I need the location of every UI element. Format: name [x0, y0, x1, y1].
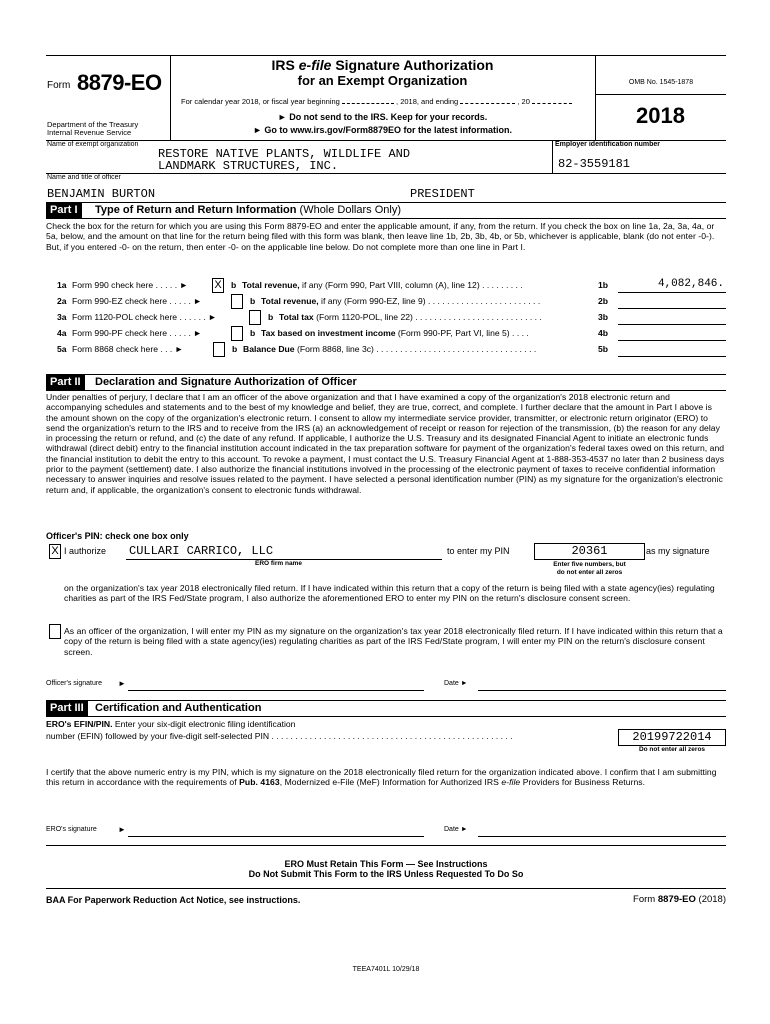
line-b-text: [261, 296, 585, 307]
part2-label: Part II: [46, 375, 85, 390]
form-ref-number: 8879-EO: [657, 894, 696, 905]
line-b-number: 4b: [598, 328, 609, 338]
part1-label: Part I: [46, 203, 82, 218]
title-part-b: e-file: [298, 57, 332, 73]
line-b-text: [261, 328, 585, 339]
line-b-description-bold: Total revenue,: [261, 296, 319, 306]
officer-label: Name and title of officer: [47, 174, 121, 181]
line-b-number: 3b: [598, 312, 609, 322]
line-b-text: [279, 312, 585, 323]
ero-date-label: Date ►: [444, 826, 468, 833]
amount-underline: [618, 324, 726, 325]
part1-title-suffix: (Whole Dollars Only): [296, 204, 401, 216]
retain-notice1: ERO Must Retain This Form — See Instructions: [284, 859, 488, 869]
line-b-letter: b: [250, 328, 256, 338]
part3-label: Part III: [46, 701, 88, 716]
arrow-icon: ►: [118, 679, 126, 688]
line-b-description-bold: Total revenue,: [242, 280, 300, 290]
officer-title: PRESIDENT: [410, 187, 475, 201]
authorize-text: I authorize: [64, 546, 107, 556]
part1-intro: Check the box for the return for which you are using this Form 8879-EO and enter the applicable amount, if any, from the return. If you check the box on line 1a, 2a, 3a, 4a, or 5a, below, and the amount on that line for the return being filed with this form was blank, then leave line 1b, 2b, 3b, 4b, or 5b, whichever is applicable, blank (do not enter -0-). But, if you entered -0- on the return, then enter -0- on the applicable line below. Do not complete more than one line in Part I.: [46, 221, 715, 252]
ero-firm-label: ERO firm name: [255, 560, 302, 567]
line-b-description-bold: Balance Due: [243, 344, 295, 354]
amount-underline: [618, 308, 726, 309]
form-type-checkbox[interactable]: [249, 310, 261, 325]
calendar-line: [181, 97, 572, 106]
ero-signature-line[interactable]: [128, 836, 424, 837]
retain-notice2: Do Not Submit This Form to the IRS Unless Requested To Do So: [248, 869, 524, 879]
line-form-check-label: Form 990 check here . . . . . ►: [72, 280, 188, 290]
part1-title-main: Type of Return and Return Information: [95, 204, 297, 216]
line-b-description: (Form 1120-POL, line 22) . . . . . . . . . . . . . . . . . . . . . . . . . . .: [313, 312, 542, 322]
line-b-letter: b: [268, 312, 274, 322]
catalog-code: TEEA7401L 10/29/18: [352, 966, 420, 973]
org-name-line2: LANDMARK STRUCTURES, INC.: [158, 159, 339, 173]
calendar-end: , 20: [517, 97, 530, 106]
pin-note1: Enter five numbers, but: [553, 561, 626, 568]
form-type-checkbox[interactable]: [213, 342, 225, 357]
instruction-keep: ► Do not send to the IRS. Keep for your records.: [277, 112, 488, 122]
line-b-description: if any (Form 990, Part VIII, column (A), line 12) . . . . . . . . .: [299, 280, 523, 290]
line-number: 4a: [57, 328, 67, 338]
line-form-check-label: Form 990-PF check here . . . . . ►: [72, 328, 202, 338]
line-number: 1a: [57, 280, 67, 290]
calendar-mid: , 2018, and ending: [396, 97, 459, 106]
instruction-website: ► Go to www.irs.gov/Form8879EO for the latest information.: [252, 125, 513, 135]
efin-line2: number (EFIN) followed by your five-digit self-selected PIN . . . . . . . . . . . . . . . . . . . . . . . . . . . . . . . . . . . . . . . . . . . . . . . . . . .: [46, 731, 513, 741]
ein-value: 82-3559181: [558, 157, 631, 171]
form-type-checkbox[interactable]: [231, 326, 243, 341]
ein-label: Employer identification number: [555, 141, 661, 148]
line-b-number: 5b: [598, 344, 609, 354]
part3-title: Certification and Authentication: [95, 702, 262, 714]
officer-signature-line[interactable]: [128, 690, 424, 691]
option1-text: on the organization's tax year 2018 electronically filed return. If I have indicated within this return that a copy of the return is being filed with a state agency(ies) regulating charities as part of the IRS Fed/State program, I also authorize the aforementioned ERO to enter my PIN on the return's disclosure consent screen.: [64, 583, 715, 604]
form-title: [170, 57, 595, 73]
line-b-amount[interactable]: 4,082,846.: [657, 278, 724, 290]
amount-underline: [618, 340, 726, 341]
efin-line1: [46, 719, 295, 729]
ero-signature-label: ERO's signature: [46, 826, 97, 833]
line-form-check-label: Form 990-EZ check here . . . . . ►: [72, 296, 202, 306]
to-enter-text: to enter my PIN: [447, 546, 510, 556]
ero-firm-name[interactable]: CULLARI CARRICO, LLC: [129, 544, 274, 558]
form-type-checkbox[interactable]: [231, 294, 243, 309]
omb-number: OMB No. 1545-1878: [628, 79, 694, 86]
officer-date-line[interactable]: [478, 690, 726, 691]
form-ref-year: (2018): [695, 894, 726, 905]
line-b-description: (Form 8868, line 3c) . . . . . . . . . . . . . . . . . . . . . . . . . . . . . . . . . .: [294, 344, 537, 354]
efin-value-box[interactable]: 20199722014: [618, 729, 726, 746]
part2-title: Declaration and Signature Authorization of Officer: [95, 376, 357, 388]
form-reference: [560, 894, 726, 905]
efin-note: Do not enter all zeros: [638, 746, 706, 753]
officer-date-label: Date ►: [444, 680, 468, 687]
form-subtitle: for an Exempt Organization: [297, 73, 468, 88]
calendar-label: For calendar year 2018, or fiscal year beginning: [181, 97, 340, 106]
line-b-description: (Form 990-PF, Part VI, line 5) . . . .: [395, 328, 529, 338]
form-prefix: Form: [47, 80, 71, 91]
line-b-text: [243, 344, 585, 355]
efin-heading: ERO's EFIN/PIN.: [46, 719, 113, 729]
dept-line2: Internal Revenue Service: [47, 128, 132, 137]
line-b-number: 2b: [598, 296, 609, 306]
part1-title: [95, 203, 401, 218]
efin-text1: Enter your six-digit electronic filing identification: [112, 719, 296, 729]
line-b-letter: b: [232, 344, 238, 354]
option2-text: As an officer of the organization, I will enter my PIN as my signature on the organization's tax year 2018 electronically filed return. If I have indicated within this return that a copy of the return is being filed with a state agency(ies) regulating charities as part of the IRS Fed/State program, I will enter my PIN on the return's disclosure consent screen.: [64, 626, 723, 657]
title-part-c: Signature Authorization: [331, 57, 494, 73]
officer-enter-pin-checkbox[interactable]: [49, 624, 61, 639]
part2-declaration: Under penalties of perjury, I declare that I am an officer of the above organization and that I have examined a copy of the organization's 2018 electronic return and accompanying schedules and statements and to the best of my knowledge and belief, they are true, correct, and complete. I further declare that the amount in Part I above is the amount shown on the copy of the organization's electronic return. I consent to allow my intermediate service provider, transmitter, or electronic return originator (ERO) to send the organization's return to the IRS and to receive from the IRS (a) an acknowledgement of receipt or reason for rejection of the transmission, (b) the reason for any delay in processing the return or refund, and (c) the date of any refund. If applicable, I authorize the U.S. Treasury and its designated Financial Agent to initiate an electronic funds withdrawal (direct debit) entry to the financial institution account indicated in the tax preparation software for payment of the organization's federal taxes owed on this return, and the financial institution to debit the entry to this account. To revoke a payment, I must contact the U.S. Treasury Financial Agent at 1-888-353-4537 no later than 2 business days prior to the payment (settlement) date. I also authorize the financial institutions involved in the processing of the electronic payment of taxes to receive confidential information necessary to answer inquiries and resolve issues related to the payment. I have selected a personal identification number (PIN) as my signature for the organization's electronic return and, if applicable, the organization's consent to electronic funds withdrawal.: [46, 392, 725, 495]
form-type-checkbox[interactable]: X: [212, 278, 224, 293]
line-number: 3a: [57, 312, 67, 322]
org-name-label: Name of exempt organization: [47, 141, 139, 148]
line-b-description: if any (Form 990-EZ, line 9) . . . . . . . . . . . . . . . . . . . . . . . .: [318, 296, 541, 306]
pin-heading: Officer's PIN: check one box only: [46, 531, 189, 541]
line-b-number: 1b: [598, 280, 609, 290]
amount-underline: [618, 356, 726, 357]
org-name-line1: RESTORE NATIVE PLANTS, WILDLIFE AND: [158, 147, 411, 161]
line-form-check-label: Form 1120-POL check here . . . . . . ►: [72, 312, 217, 322]
ero-date-line[interactable]: [478, 836, 726, 837]
line-b-description-bold: Total tax: [279, 312, 314, 322]
form-number: 8879-EO: [77, 70, 162, 95]
line-form-check-label: Form 8868 check here . . . ►: [72, 344, 184, 354]
form-ref-prefix: Form: [633, 894, 658, 905]
line-b-letter: b: [250, 296, 256, 306]
line-b-letter: b: [231, 280, 237, 290]
line-b-text: [242, 280, 585, 291]
pin-note2: do not enter all zeros: [556, 569, 623, 576]
arrow-icon: ►: [118, 825, 126, 834]
line-b-description-bold: Tax based on investment income: [261, 328, 396, 338]
officer-signature-label: Officer's signature: [46, 680, 103, 687]
baa-notice: BAA For Paperwork Reduction Act Notice, see instructions.: [46, 895, 301, 905]
certify-text: I certify that the above numeric entry is my PIN, which is my signature on the 2018 electronically filed return for the organization indicated above. I confirm that I am submitting this return in accordance with the requirements of Pub. 4163, Modernized e-File (MeF) Information for Authorized IRS e-file Providers for Business Returns.: [46, 767, 717, 788]
line-number: 5a: [57, 344, 67, 354]
line-number: 2a: [57, 296, 67, 306]
title-part-a: IRS: [271, 57, 299, 73]
amount-underline: [618, 292, 726, 293]
officer-pin-box[interactable]: 20361: [534, 543, 645, 560]
officer-name: BENJAMIN BURTON: [47, 187, 156, 201]
tax-year: 2018: [636, 103, 685, 128]
authorize-ero-checkbox[interactable]: X: [49, 544, 61, 559]
dept-line1: Department of the Treasury: [47, 120, 139, 129]
as-signature-text: as my signature: [646, 546, 710, 556]
